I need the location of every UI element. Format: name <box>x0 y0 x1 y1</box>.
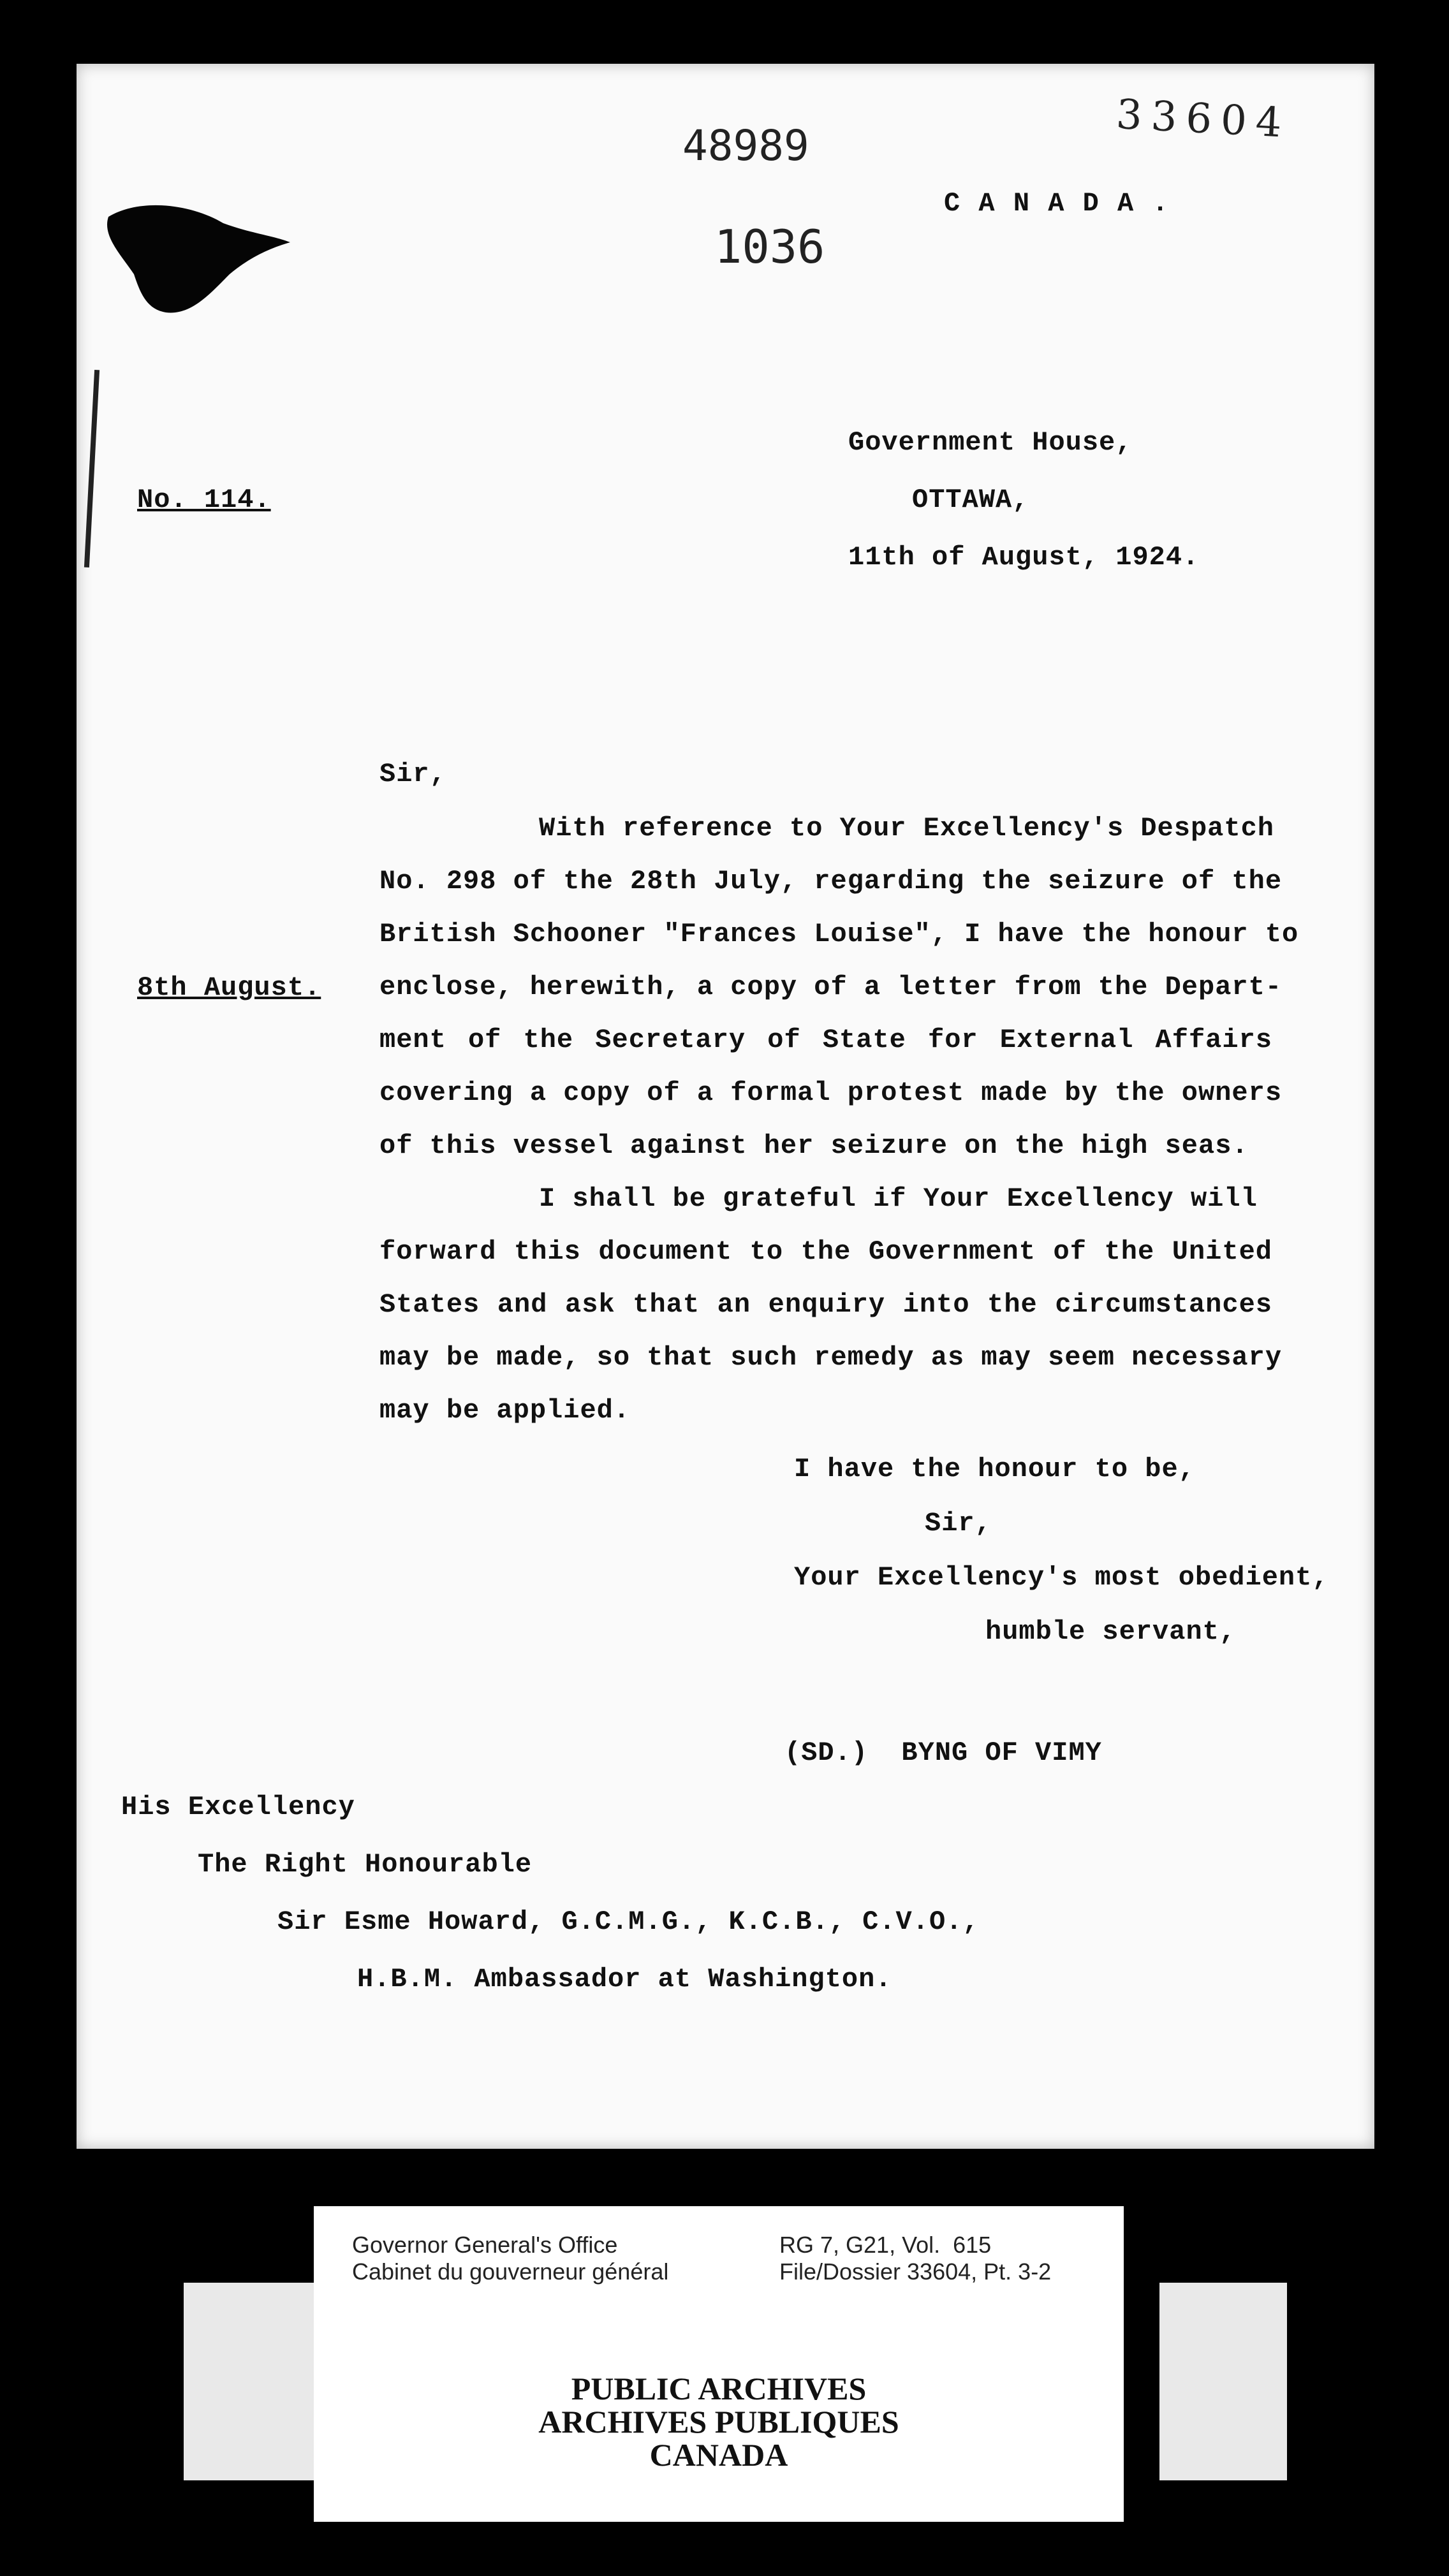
body-line: British Schooner "Frances Louise", I have the honour to <box>379 919 1299 949</box>
document-number: 1036 <box>714 220 825 274</box>
label-tab-right <box>1159 2283 1287 2480</box>
body-line: of this vessel against her seizure on the high seas. <box>379 1131 1249 1161</box>
body-line: forward this document to the Government of the United <box>379 1236 1272 1267</box>
body-line: States and ask that an enquiry into the circumstances <box>379 1289 1272 1320</box>
archive-title-country: CANADA <box>649 2437 788 2473</box>
closing-line-3: Your Excellency's most obedient, <box>794 1562 1329 1593</box>
country-heading: C A N A D A . <box>944 188 1170 219</box>
closing-line-4: humble servant, <box>985 1616 1237 1647</box>
office-french: Cabinet du gouverneur général <box>352 2258 669 2285</box>
archive-label <box>314 2206 1124 2522</box>
body-line: enclose, herewith, a copy of a letter from the Depart- <box>379 972 1283 1002</box>
salutation: Sir, <box>379 759 446 789</box>
address-line-2: OTTAWA, <box>912 485 1029 515</box>
body-line: With reference to Your Excellency's Despatch <box>539 813 1274 844</box>
margin-date-note: 8th August. <box>137 972 321 1003</box>
body-line: I shall be grateful if Your Excellency will <box>539 1183 1258 1214</box>
office-english: Governor General's Office <box>352 2232 618 2258</box>
addressee-line-4: H.B.M. Ambassador at Washington. <box>357 1964 892 1994</box>
archive-file: File/Dossier 33604, Pt. 3-2 <box>779 2258 1052 2285</box>
body-line: may be made, so that such remedy as may seem necessary <box>379 1342 1283 1373</box>
label-tab-left <box>184 2283 318 2480</box>
ink-blot <box>102 198 293 319</box>
archive-title-english: PUBLIC ARCHIVES <box>571 2371 867 2406</box>
signature: (SD.) BYNG OF VIMY <box>784 1738 1102 1768</box>
addressee-line-3: Sir Esme Howard, G.C.M.G., K.C.B., C.V.O., <box>277 1906 980 1937</box>
body-line: may be applied. <box>379 1395 631 1426</box>
despatch-number: No. 114. <box>137 485 271 515</box>
address-line-1: Government House, <box>848 427 1133 458</box>
addressee-line-1: His Excellency <box>121 1792 355 1822</box>
closing-line-2: Sir, <box>925 1508 992 1539</box>
closing-line-1: I have the honour to be, <box>794 1454 1195 1484</box>
body-line: No. 298 of the 28th July, regarding the seizure of the <box>379 866 1283 896</box>
address-line-3: 11th of August, 1924. <box>848 542 1200 573</box>
archive-reference: RG 7, G21, Vol. 615 <box>779 2232 992 2258</box>
body-line: ment of the Secretary of State for External Affairs <box>379 1025 1272 1055</box>
body-line: covering a copy of a formal protest made by the owners <box>379 1078 1283 1108</box>
stamp-number: 48989 <box>682 121 809 170</box>
archive-title-french: ARCHIVES PUBLIQUES <box>538 2404 899 2440</box>
handwritten-file-number: 33604 <box>1115 91 1292 148</box>
addressee-line-2: The Right Honourable <box>198 1849 533 1880</box>
